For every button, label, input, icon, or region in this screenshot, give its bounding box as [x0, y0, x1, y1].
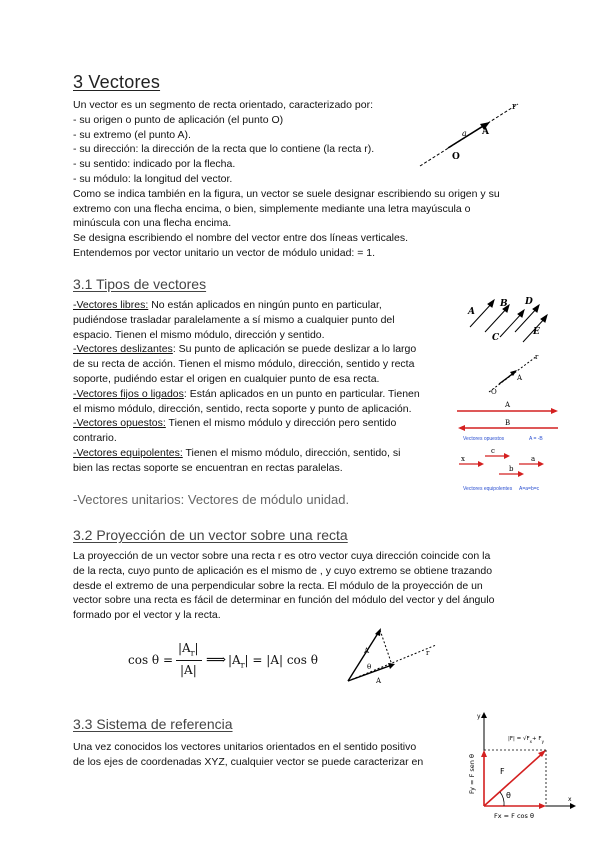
proyeccion-line: de la recta, cuyo punto de aplicación es el mismo de , y cuyo extremo se obtiene trazando: [73, 564, 493, 577]
proyeccion-line: La proyección de un vector sobre una recta r es otro vector cuya dirección coincide con la: [73, 550, 491, 562]
proyeccion-line: vector sobre una recta es fácil de determinar en función del módulo del vector y del ángulo: [73, 594, 495, 607]
fijos-text: : Están aplicados en un punto en particular. Tienen: [183, 387, 420, 400]
formula-cos: cos θ =: [128, 653, 174, 667]
unitarios-line: -Vectores unitarios: Vectores de módulo unidad.: [73, 492, 350, 507]
formula-result: $|A_r| = |A|$ cos θ: [228, 653, 318, 670]
ref-fig-F: F: [500, 767, 505, 776]
fig3-O: O: [491, 388, 497, 395]
ref-fig-theta: θ: [506, 791, 511, 800]
proj-fig-Ar: A: [376, 677, 382, 685]
term-libres: -Vectores libres:: [73, 299, 149, 311]
ref-fig-fy: Fy = F sen θ: [468, 754, 476, 794]
proyeccion-line: desde el extremo de una perpendicular sobre la recta. El módulo de la proyección de un: [73, 579, 483, 592]
equipolentes-text: bien las rectas soporte se encuentran en rectas paralelas.: [73, 461, 343, 474]
fig4-equipolentes-caption: Vectores equipolentes: [463, 486, 513, 492]
intro-line: Un vector es un segmento de recta orientado, caracterizado por:: [73, 99, 373, 111]
section-title: 3 Vectores: [73, 72, 161, 92]
projection-figure: [340, 625, 440, 685]
vector-figure: [418, 96, 528, 176]
fig2-A: A: [468, 307, 475, 317]
fig2-E: E: [533, 327, 540, 337]
referencia-line: de los ejes de coordenadas XYZ, cualquier vector se puede caracterizar en: [73, 755, 424, 768]
opposite-equipollent-figure: [455, 398, 565, 498]
ref-fig-fx: Fx = F cos θ: [494, 812, 534, 820]
formula-denominator: |A|: [180, 663, 197, 677]
deslizantes-text: : Su punto de aplicación se puede deslizar a lo largo: [172, 343, 417, 356]
formula-fraction-line: [176, 660, 202, 661]
ref-fig-y: y: [477, 713, 481, 720]
sliding-vector-figure: [485, 350, 545, 395]
ref-fig-x: x: [568, 796, 572, 803]
proyeccion-paragraph: [73, 549, 494, 623]
ref-fig-modulus: $|F| = √F_x+ F_y$: [508, 736, 544, 744]
fig1-A-label: A: [482, 127, 489, 137]
term-opuestos: -Vectores opuestos:: [73, 417, 166, 430]
fijos-text: el mismo módulo, dirección, sentido, recta soporte y punto de aplicación.: [73, 402, 412, 415]
fig3-A: A: [517, 374, 523, 382]
proj-fig-A: A: [364, 647, 370, 655]
fig4-x: x: [461, 455, 465, 463]
libres-text: pudiéndose trasladar paralelamente a sí mismo a cualquier punto del: [73, 313, 395, 326]
opuestos-text: contrario.: [73, 432, 117, 445]
term-equipolentes: -Vectores equipolentes:: [73, 446, 183, 459]
intro-line: - su extremo (el punto A).: [73, 128, 191, 141]
intro-line: Entendemos por vector unitario un vector de módulo unidad: = 1.: [73, 246, 376, 259]
referencia-line: Una vez conocidos los vectores unitarios orientados en el sentido positivo: [73, 741, 417, 753]
intro-line: Se designa escribiendo el nombre del vector entre dos líneas verticales.: [73, 232, 409, 245]
deslizantes-text: de su recta de acción. Tienen el mismo módulo, dirección, sentido y recta: [73, 358, 415, 371]
intro-line: - su origen o punto de aplicación (el punto O): [73, 113, 284, 126]
fig4-opuestos-caption: Vectores opuestos: [463, 436, 505, 442]
formula-numerator: $|A_r|$: [178, 641, 199, 658]
term-fijos: -Vectores fijos o ligados: [73, 387, 184, 400]
fig4-opuestos-relation: A = -B: [529, 436, 543, 442]
proj-fig-theta: θ: [367, 663, 372, 671]
fig1-r-label: r: [512, 102, 517, 112]
libres-text: espacio. Tienen el mismo módulo, dirección y sentido.: [73, 328, 325, 341]
fig4-a: a: [531, 455, 536, 463]
reference-system-figure: [462, 708, 580, 820]
fig4-A: A: [505, 401, 511, 409]
subsection-title-proyeccion: 3.2 Proyección de un vector sobre una recta: [73, 527, 348, 543]
subsection-title-referencia: 3.3 Sistema de referencia: [73, 716, 233, 732]
deslizantes-text: soporte, pudiéndo estar el origen en cualquier punto de esa recta.: [73, 372, 380, 385]
opuestos-text: Tienen el mismo módulo y dirección pero sentido: [165, 417, 397, 430]
fig2-D: D: [525, 297, 533, 307]
tipos-paragraph: [73, 298, 420, 476]
fig1-O-label: O: [452, 152, 460, 162]
intro-line: - su sentido: indicado por la flecha.: [73, 158, 236, 171]
subsection-title-tipos: 3.1 Tipos de vectores: [73, 276, 207, 292]
fig2-C: C: [492, 333, 500, 343]
fig4-equipolentes-relation: A=a=b=c: [519, 486, 540, 492]
intro-line: - su dirección: la dirección de la recta que lo contiene (la recta r).: [73, 143, 375, 156]
fig2-B: B: [500, 299, 508, 309]
equipolentes-text: Tienen el mismo módulo, dirección, sentido, si: [182, 446, 401, 459]
free-vectors-figure: [465, 292, 555, 347]
fig4-b: b: [509, 465, 514, 473]
libres-text: No están aplicados en ningún punto en particular,: [148, 299, 382, 311]
referencia-paragraph: [73, 740, 423, 770]
term-deslizantes: -Vectores deslizantes: [73, 343, 173, 356]
fig1-a-label: a: [462, 129, 467, 138]
intro-line: Como se indica también en la figura, un vector se suele designar escribiendo su origen y su: [73, 187, 500, 200]
fig4-B: B: [505, 419, 511, 427]
projection-formula: [128, 641, 318, 681]
fig3-r: r: [535, 353, 539, 361]
proyeccion-line: formado por el vector y la recta.: [73, 609, 221, 622]
intro-line: minúscula con una flecha encima.: [73, 217, 232, 230]
formula-implies-arrow: ⟹: [206, 652, 227, 668]
intro-line: - su módulo: la longitud del vector.: [73, 172, 233, 185]
intro-line: extremo con una flecha encima, o bien, simplemente mediante una letra mayúscula o: [73, 202, 471, 215]
proj-fig-r: r: [426, 649, 430, 657]
fig4-c: c: [491, 447, 495, 455]
